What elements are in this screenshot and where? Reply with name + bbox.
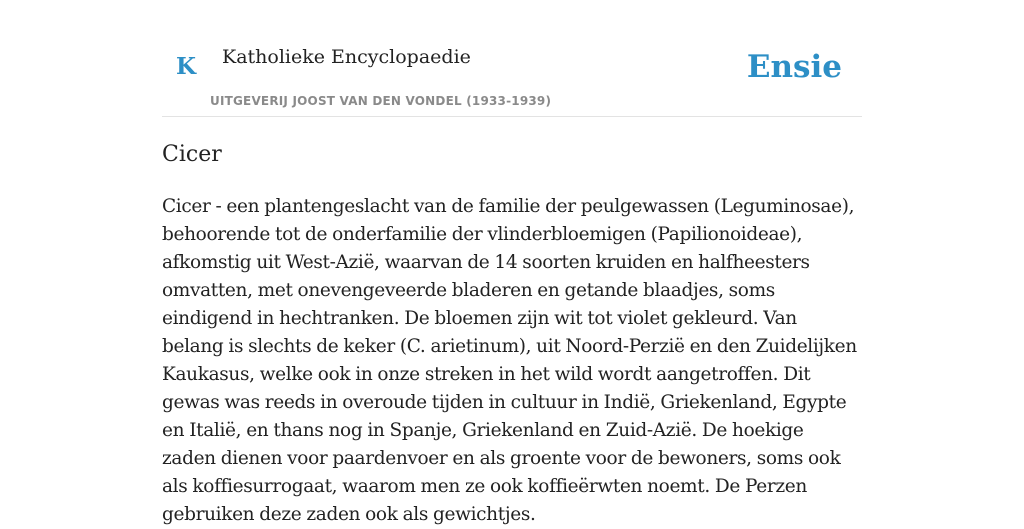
article — [162, 140, 862, 529]
site-logo[interactable]: K — [176, 53, 196, 80]
article-title: Cicer — [162, 142, 222, 167]
publisher-label: UITGEVERIJ JOOST VAN DEN VONDEL (1933-1939) — [210, 94, 552, 108]
brand-logo[interactable]: Ensie — [746, 49, 842, 85]
site-title[interactable]: Katholieke Encyclopaedie — [222, 46, 471, 68]
site-header — [162, 0, 862, 117]
article-body: Cicer - een plantengeslacht van de familie der peulgewassen (Leguminosae), behoorende tot de onderfamilie der vlinderbloemigen (Papilionoideae), afkomstig uit West-Azië, waarvan de 14 soorten kruiden en halfheesters omvatten, met onevengeveerde bladeren en getande blaadjes, soms eindigend in hechtranken. De bloemen zijn wit tot violet gekleurd. Van belang is slechts de keker (C. arietinum), uit Noord-Perzië en den Zuidelijken Kaukasus, welke ook in onze streken in het wild wordt aangetroffen. Dit gewas was reeds in overoude tijden in cultuur in Indië, Griekenland, Egypte en Italië, en thans nog in Spanje, Griekenland en Zuid-Azië. De hoekige zaden dienen voor paardenvoer en als groente voor de bewoners, soms ook als koffiesurrogaat, waarom men ze ook koffieërwten noemt. De Perzen gebruiken deze zaden ook als gewichtjes. — [162, 196, 857, 525]
